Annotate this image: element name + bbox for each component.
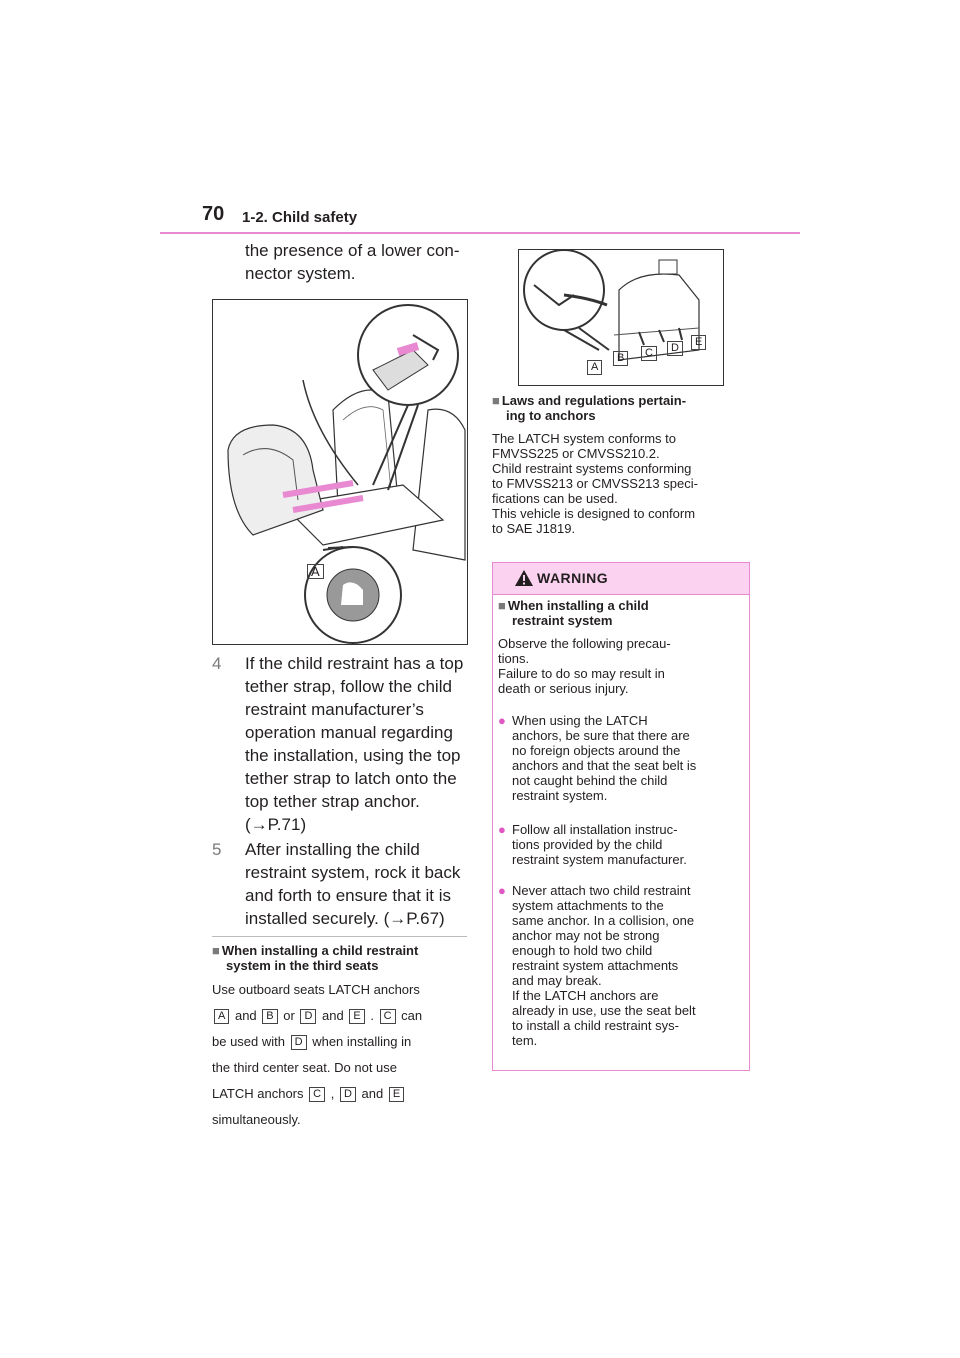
bullet-icon: ● (498, 883, 506, 898)
figure2-label-d: D (667, 341, 683, 356)
step-number: 5 (212, 840, 222, 859)
section-divider (212, 936, 467, 937)
child-seat-illustration (212, 299, 468, 645)
text-line: If the child restraint has a top (245, 654, 464, 673)
text-line: same anchor. In a collision, one (512, 913, 695, 928)
text-line: the presence of a lower con- (245, 241, 460, 260)
text-line: restraint manufacturer’s (245, 700, 424, 719)
text-line: Child restraint systems conforming (492, 461, 692, 476)
text-line: anchors, be sure that there are (512, 728, 690, 743)
text-line: When using the LATCH (512, 713, 648, 728)
word: and (234, 1008, 257, 1023)
heading-line: restraint system (512, 613, 613, 628)
word: and (361, 1086, 384, 1101)
text-line: nector system. (245, 264, 356, 283)
text-line: not caught behind the child (512, 773, 668, 788)
text-line: (→P.71) (245, 815, 307, 834)
text-line: If the LATCH anchors are (512, 988, 659, 1003)
warning-triangle-icon (514, 569, 534, 587)
word: LATCH anchors (212, 1086, 304, 1101)
warning-bullet-1 (498, 713, 743, 803)
heading-line: When installing a child restraint (221, 943, 419, 958)
text-line: tem. (512, 1033, 538, 1048)
text-line: to install a child restraint sys- (512, 1018, 679, 1033)
text-line: no foreign objects around the (512, 743, 681, 758)
text-line: Follow all installation instruc- (512, 822, 678, 837)
text-line: tether strap, follow the child (245, 677, 452, 696)
word: and (322, 1008, 344, 1023)
text-line: tions provided by the child (512, 837, 663, 852)
text-line: This vehicle is designed to conform (492, 506, 696, 521)
third-row-anchors-illustration (518, 249, 724, 386)
text-line: enough to hold two child (512, 943, 653, 958)
laws-body (492, 431, 754, 536)
text-line: Use outboard seats LATCH anchors (212, 982, 420, 997)
text-line: After installing the child (245, 840, 420, 859)
word: . (370, 1008, 374, 1023)
text-line: simultaneously. (212, 1112, 301, 1127)
text-line: the installation, using the top (245, 746, 461, 765)
text-line: Failure to do so may result in (498, 666, 665, 681)
figure2-label-c: C (641, 346, 657, 361)
text-line: already in use, use the seat belt (512, 1003, 696, 1018)
label-d: D (291, 1035, 307, 1050)
text-line: to FMVSS213 or CMVSS213 speci- (492, 476, 698, 491)
figure2-label-e: E (691, 335, 706, 350)
word: when installing in (312, 1034, 412, 1049)
text-line: The LATCH system conforms to (492, 431, 676, 446)
label-c: C (309, 1087, 325, 1102)
text-line (212, 1003, 472, 1029)
heading-line: When installing a child (507, 598, 649, 613)
text-line: death or serious injury. (498, 681, 629, 696)
label-d: D (300, 1009, 316, 1024)
page-number: 70 (202, 203, 225, 225)
step-5 (212, 838, 470, 930)
text-line: restraint system, rock it back (245, 863, 461, 882)
warning-bullet-3 (498, 883, 743, 1048)
text-line: the third center seat. Do not use (212, 1060, 397, 1075)
figure2-label-a: A (587, 360, 602, 375)
text-line: restraint system attachments (512, 958, 679, 973)
text-line: anchor may not be strong (512, 928, 660, 943)
step-4 (212, 652, 470, 836)
text-line: Observe the following precau- (498, 636, 671, 651)
heading-line: system in the third seats (226, 958, 379, 973)
third-seats-paragraph (212, 977, 472, 1133)
bullet-icon: ● (498, 822, 506, 837)
warning-bullet-2 (498, 822, 743, 867)
bullet-icon: ● (498, 713, 506, 728)
text-line: operation manual regarding (245, 723, 453, 742)
label-d: D (340, 1087, 356, 1102)
text-line: and forth to ensure that it is (245, 886, 452, 905)
text-line: tether strap to latch onto the (245, 769, 457, 788)
figure2-label-b: B (613, 351, 628, 366)
figure1-label-a: A (307, 564, 324, 579)
label-a: A (214, 1009, 229, 1024)
warning-header (493, 563, 749, 595)
text-line (212, 1081, 472, 1107)
warning-intro (498, 636, 743, 696)
text-line: system attachments to the (512, 898, 664, 913)
text-line: and may break. (512, 973, 602, 988)
text-line: FMVSS225 or CMVSS210.2. (492, 446, 660, 461)
continuation-text (245, 239, 470, 285)
heading-line: Laws and regulations pertain- (501, 393, 687, 408)
word: be used with (212, 1034, 285, 1049)
text-line: top tether strap anchor. (245, 792, 420, 811)
text-line: restraint system. (512, 788, 608, 803)
section-title: 1-2. Child safety (242, 209, 358, 226)
label-c: C (380, 1009, 396, 1024)
child-seat-drawing (213, 300, 467, 644)
laws-heading: ■ Laws and regulations pertain- ing to anchors (492, 393, 752, 423)
word: or (283, 1008, 295, 1023)
third-seats-heading: ■ When installing a child restraint system in the third seats (212, 943, 472, 973)
warning-title: WARNING (537, 570, 609, 586)
text-line (212, 1029, 472, 1055)
warning-heading: ■ When installing a child restraint system (498, 598, 743, 628)
word: , (330, 1086, 335, 1101)
header-rule (160, 232, 800, 234)
text-line: installed securely. (→P.67) (245, 909, 445, 928)
step-number: 4 (212, 654, 222, 673)
text-line: anchors and that the seat belt is (512, 758, 697, 773)
word: can (401, 1008, 423, 1023)
text-line: tions. (498, 651, 530, 666)
label-e: E (349, 1009, 364, 1024)
label-e: E (389, 1087, 404, 1102)
heading-line: ing to anchors (506, 408, 596, 423)
text-line: to SAE J1819. (492, 521, 576, 536)
label-b: B (262, 1009, 277, 1024)
text-line: restraint system manufacturer. (512, 852, 687, 867)
text-line: fications can be used. (492, 491, 618, 506)
text-line: Never attach two child restraint (512, 883, 691, 898)
